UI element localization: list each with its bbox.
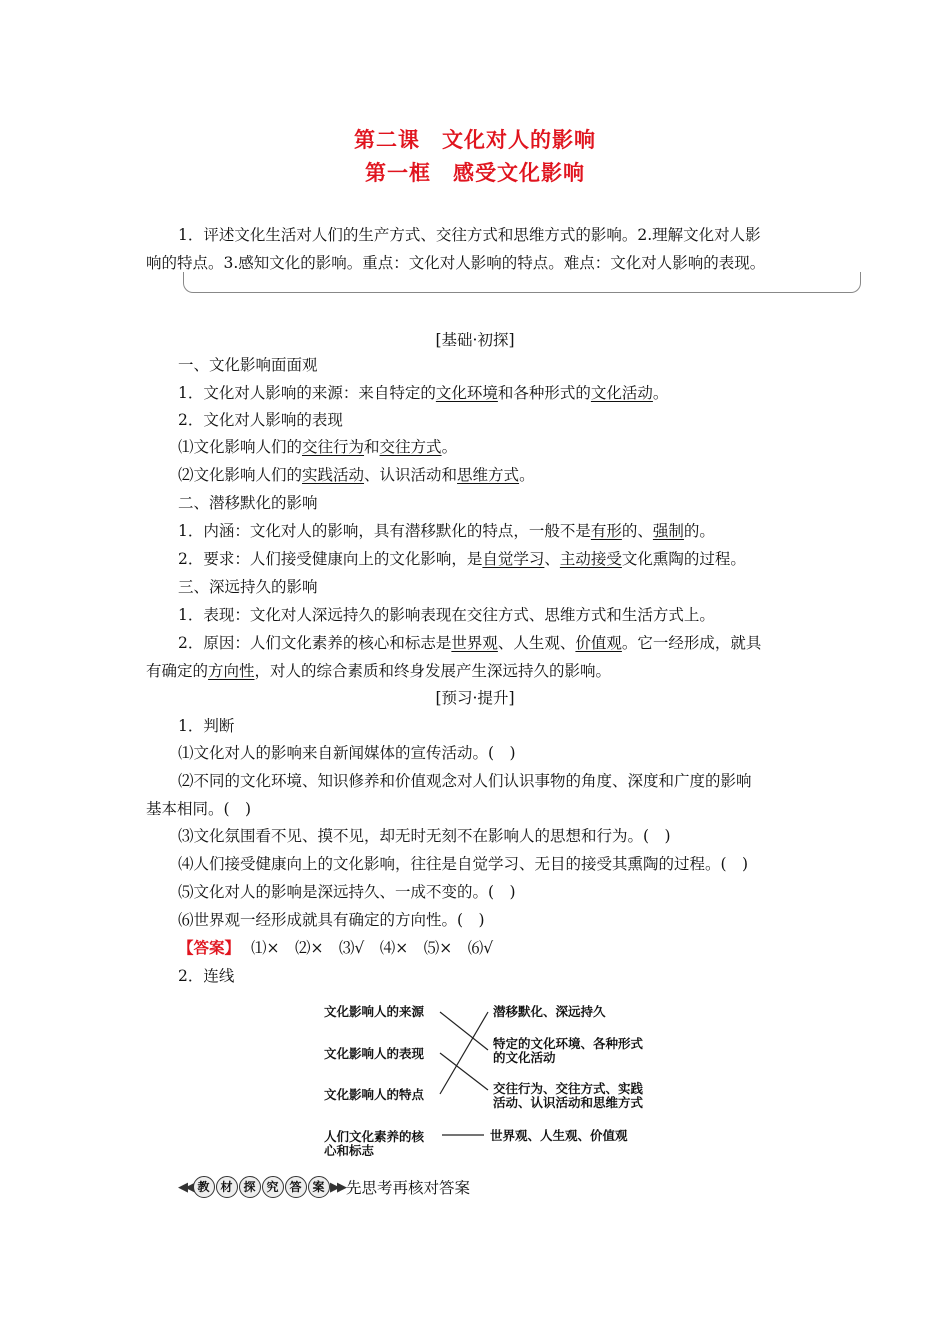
judge-heading: 1．判断 — [178, 717, 235, 735]
left-item-feature: 文化影响人的特点 — [324, 1087, 425, 1102]
text: 和各种形式的 — [497, 384, 591, 402]
text: 、认识活动和 — [364, 466, 458, 484]
part1-item-1 — [178, 383, 668, 403]
text: 文化熏陶的过程。 — [621, 550, 746, 568]
text: 、人生观、 — [497, 634, 576, 652]
part2-item-1 — [178, 521, 715, 541]
judge-q1: ⑴文化对人的影响来自新闻媒体的宣传活动。( ) — [178, 744, 516, 762]
text: ⑴文化影响人们的 — [178, 438, 303, 456]
text: ，对人的综合素质和终身发展产生深远持久的影响。 — [254, 662, 612, 680]
right-item-2: 特定的文化环境、各种形式 — [493, 1036, 644, 1051]
part3-item-2 — [178, 633, 761, 653]
answer-label: 【答案】 — [178, 938, 241, 957]
part1-item-3 — [178, 437, 457, 457]
badge-char: 探 — [239, 1176, 261, 1198]
answer-check-banner — [178, 1176, 470, 1198]
underlined-answer: 思维方式 — [457, 466, 520, 484]
text: 和 — [364, 438, 380, 456]
right-item-1: 潜移默化、深远持久 — [493, 1004, 606, 1019]
text: 。 — [519, 466, 535, 484]
text: 1．文化对人影响的来源：来自特定的 — [178, 384, 436, 402]
underlined-answer: 世界观 — [451, 634, 498, 652]
underlined-answer: 文化活动 — [590, 384, 653, 402]
left-item-source: 文化影响人的来源 — [324, 1004, 425, 1019]
underlined-answer: 自觉学习 — [482, 550, 545, 568]
part1-heading: 一、文化影响面面观 — [178, 356, 318, 374]
underlined-answer: 主动接受 — [559, 550, 622, 568]
text: 有确定的 — [146, 662, 209, 680]
text: 。 — [441, 438, 458, 456]
text: 1．内涵：文化对人的影响，具有潜移默化的特点，一般不是 — [178, 522, 591, 540]
underlined-answer: 交往行为 — [302, 438, 365, 456]
part2-heading: 二、潜移默化的影响 — [178, 494, 318, 512]
badge-char: 案 — [308, 1176, 330, 1198]
judge-q4: ⑷人们接受健康向上的文化影响，往往是自觉学习、无目的接受其熏陶的过程。( ) — [178, 855, 749, 873]
judge-q6: ⑹世界观一经形成就具有确定的方向性。( ) — [178, 911, 485, 929]
text: 。它一经形成，就具 — [621, 634, 762, 652]
objectives-bracket — [183, 272, 861, 293]
connector-line — [440, 1053, 488, 1090]
badge-char: 材 — [216, 1176, 238, 1198]
part3-item-3 — [146, 661, 611, 681]
right-item-3: 交往行为、交往方式、实践 — [493, 1081, 644, 1096]
left-item-expression: 文化影响人的表现 — [324, 1046, 425, 1061]
right-item-3-cont: 活动、认识活动和思维方式 — [493, 1095, 644, 1110]
underlined-answer: 方向性 — [208, 662, 255, 680]
part3-heading: 三、深远持久的影响 — [178, 578, 318, 596]
judge-q3: ⑶文化氛围看不见、摸不见，却无时无刻不在影响人的思想和行为。( ) — [178, 827, 671, 845]
matching-diagram — [318, 998, 678, 1160]
text: ⑵文化影响人们的 — [178, 466, 303, 484]
underlined-answer: 文化环境 — [435, 384, 498, 402]
banner-text: 先思考再核对答案 — [346, 1179, 471, 1197]
connect-heading: 2．连线 — [178, 967, 235, 985]
text: 2．原因：人们文化素养的核心和标志是 — [178, 634, 452, 652]
text: 。 — [652, 384, 669, 402]
judge-q2-cont: 基本相同。( ) — [146, 800, 252, 818]
judge-q2: ⑵不同的文化环境、知识修养和价值观念对人们认识事物的角度、深度和广度的影响 — [178, 772, 752, 790]
underlined-answer: 强制 — [652, 522, 684, 540]
double-chevron-right-icon: ▶▶ — [330, 1179, 344, 1195]
right-item-4: 世界观、人生观、价值观 — [490, 1128, 628, 1143]
text: 的。 — [683, 522, 715, 540]
left-item-core: 人们文化素养的核 — [324, 1129, 425, 1144]
badge-char: 答 — [285, 1176, 307, 1198]
left-item-core-cont: 心和标志 — [324, 1143, 375, 1158]
section-title: 第一框 感受文化影响 — [365, 160, 585, 185]
connector-line — [440, 1012, 488, 1094]
right-item-2-cont: 的文化活动 — [493, 1050, 556, 1065]
connector-line — [440, 1012, 488, 1050]
objectives-line-1: 1．评述文化生活对人们的生产方式、交往方式和思维方式的影响。2.理解文化对人影 — [178, 226, 761, 244]
lesson-title: 第二课 文化对人的影响 — [354, 127, 596, 152]
text: 、 — [544, 550, 560, 568]
double-chevron-left-icon: ◀◀ — [178, 1179, 192, 1195]
text: 的、 — [621, 522, 653, 540]
part1-item-2: 2．文化对人影响的表现 — [178, 411, 343, 429]
underlined-answer: 交往方式 — [379, 438, 442, 456]
section-preview-heading: [预习·提升] — [435, 689, 515, 707]
judge-q5: ⑸文化对人的影响是深远持久、一成不变的。( ) — [178, 883, 516, 901]
underlined-answer: 价值观 — [575, 634, 622, 652]
badge-char: 究 — [262, 1176, 284, 1198]
underlined-answer: 有形 — [590, 522, 622, 540]
part3-item-1: 1．表现：文化对人深远持久的影响表现在交往方式、思维方式和生活方式上。 — [178, 606, 715, 624]
underlined-answer: 实践活动 — [302, 466, 365, 484]
objectives-line-2: 响的特点。3.感知文化的影响。重点：文化对人影响的特点。难点：文化对人影响的表现。 — [146, 254, 766, 272]
badge-char: 教 — [193, 1176, 215, 1198]
part2-item-2 — [178, 549, 746, 569]
text: 2．要求：人们接受健康向上的文化影响，是 — [178, 550, 483, 568]
answer-text: ⑴× ⑵× ⑶√ ⑷× ⑸× ⑹√ — [250, 939, 494, 957]
section-basic-heading: [基础·初探] — [435, 331, 515, 349]
part1-item-4 — [178, 465, 535, 485]
answer-line — [178, 938, 493, 958]
